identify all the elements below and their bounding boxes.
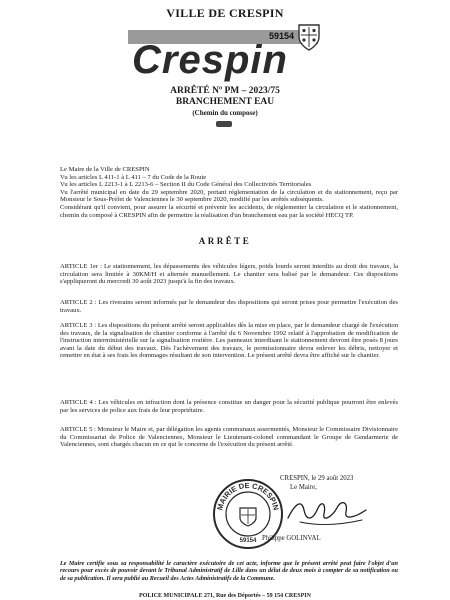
article-3 — [60, 322, 398, 360]
article-text: ARTICLE 1er : Le stationnement, les dépassements des véhicules légers, poids lourds seront interdits au droit des travaux, la circulation sera limitée à 30KM/H et alternée manuellement. Le chantier sera balisé par le demandeur. Ces dispositions s'appliqueront du mercredi 30 août 2023 jusqu'à la fin des travaux. — [60, 263, 398, 286]
crespin-logo — [128, 20, 318, 86]
signature-place-date: CRESPIN, le 29 août 2023 — [280, 475, 354, 482]
logo-word: Crespin — [132, 38, 288, 82]
stamp-text: MAIRIE DE CRESPIN — [215, 480, 281, 512]
article-text: ARTICLE 5 : Monsieur le Maire et, par délégation les agents communaux assermentés, Monsieur le Commissaire Divisionnaire du Commissariat de Police de Valenciennes, Monsieur le Lieutenant-colonel commandant le Groupe de Gendarmerie de Valenciennes, sont chargés chacun en ce qui le concerne de l'exécution du présent arrêté. — [60, 426, 399, 449]
decision-heading: ARRÊTE — [198, 236, 252, 246]
article-text: ARTICLE 2 : Les riverains seront informés par le demandeur des dispositions qui seront prises pour permettre l'exécution des travaux. — [60, 299, 398, 314]
signatory-name: Philippe GOLINVAL — [262, 535, 321, 542]
stamp-code: 59154 — [239, 538, 257, 544]
visa-line: Considérant qu'il convient, pour assurer la sécurité et prévenir les accidents, de réglementer la circulation et le stationnement, chemin du composé à CRESPIN afin de permettre la réalisation d'un branchement eau par la société HECQ TP. — [60, 203, 398, 219]
article-text: ARTICLE 3 : Les dispositions du présent arrêté seront applicables dès la mise en place, par le demandeur chargé de l'exécution des travaux, de la signalisation de chantier conforme à l'arrêté du 6 Novembre 1992 relatif à l'approbation de modification de l'instruction interministérielle sur la signalisation routière. Les panneaux interdisant le stationnement devront être posés 8 jours avant la date du début des travaux. Dès l'achèvement des travaux, le permissionnaire devra enlever les débris, nettoyer et remettre en état à ses frais les dommages résultant de son intervention. Le présent arrêté devra être affiché sur le chantier. — [60, 322, 398, 360]
article-2 — [60, 299, 398, 314]
arrete-location-note: (Chemin du compose) — [192, 109, 258, 117]
handwritten-signature — [282, 492, 372, 530]
visa-line: Le Maire de la Ville de CRESPIN — [60, 166, 150, 173]
visa-line: Vu les articles L 411-1 à L 411 – 7 du Code de la Route — [60, 173, 207, 181]
logo-postcode: 59154 — [268, 31, 294, 41]
footer-address: POLICE MUNICIPALE 271, Rue des Déportés – 59 154 CRESPIN — [139, 593, 311, 599]
signature-role: Le Maire, — [290, 484, 317, 491]
article-text: ARTICLE 4 : Les véhicules en infraction dont la présence constitue un danger pour la sécurité publique pourront être enlevés par les services de police aux frais de leur propriétaire. — [60, 399, 398, 414]
article-1 — [60, 263, 398, 286]
arrete-number: ARRÊTÉ Nº PM – 2023/75 — [170, 86, 280, 96]
divider-mark — [216, 121, 232, 127]
arrete-subject: BRANCHEMENT EAU — [175, 97, 275, 107]
coat-of-arms-icon — [296, 22, 322, 52]
visa-line: Vu les articles L 2213-1 à L 2213-6 – Section II du Code Général des Collectivités Territoriales — [60, 181, 312, 189]
town-title: VILLE DE CRESPIN — [166, 6, 284, 20]
visas-block — [60, 166, 398, 219]
article-5 — [60, 426, 398, 449]
svg-text:MAIRIE DE CRESPIN — [215, 481, 280, 511]
legal-footer-note: Le Maire certifie sous sa responsabilité le caractère exécutoire de cet acte, informe que le présent arrêté peut faire l'objet d'un recours pour excès de pouvoir devant le Tribunal Administratif de Lille dans un délai de deux mois à compter de sa notification ou de sa publication. Il sera publié au Recueil des Actes Administratifs de la Commune. — [60, 560, 398, 582]
visa-line: Vu l'arrêté municipal en date du 29 septembre 2020, portant réglementation de la circulation et du stationnement, reçu par Monsieur le Sous-Préfet de Valenciennes le 30 septembre 2020, modifié par les arrêtés subséquents. — [60, 188, 398, 204]
article-4 — [60, 399, 398, 414]
